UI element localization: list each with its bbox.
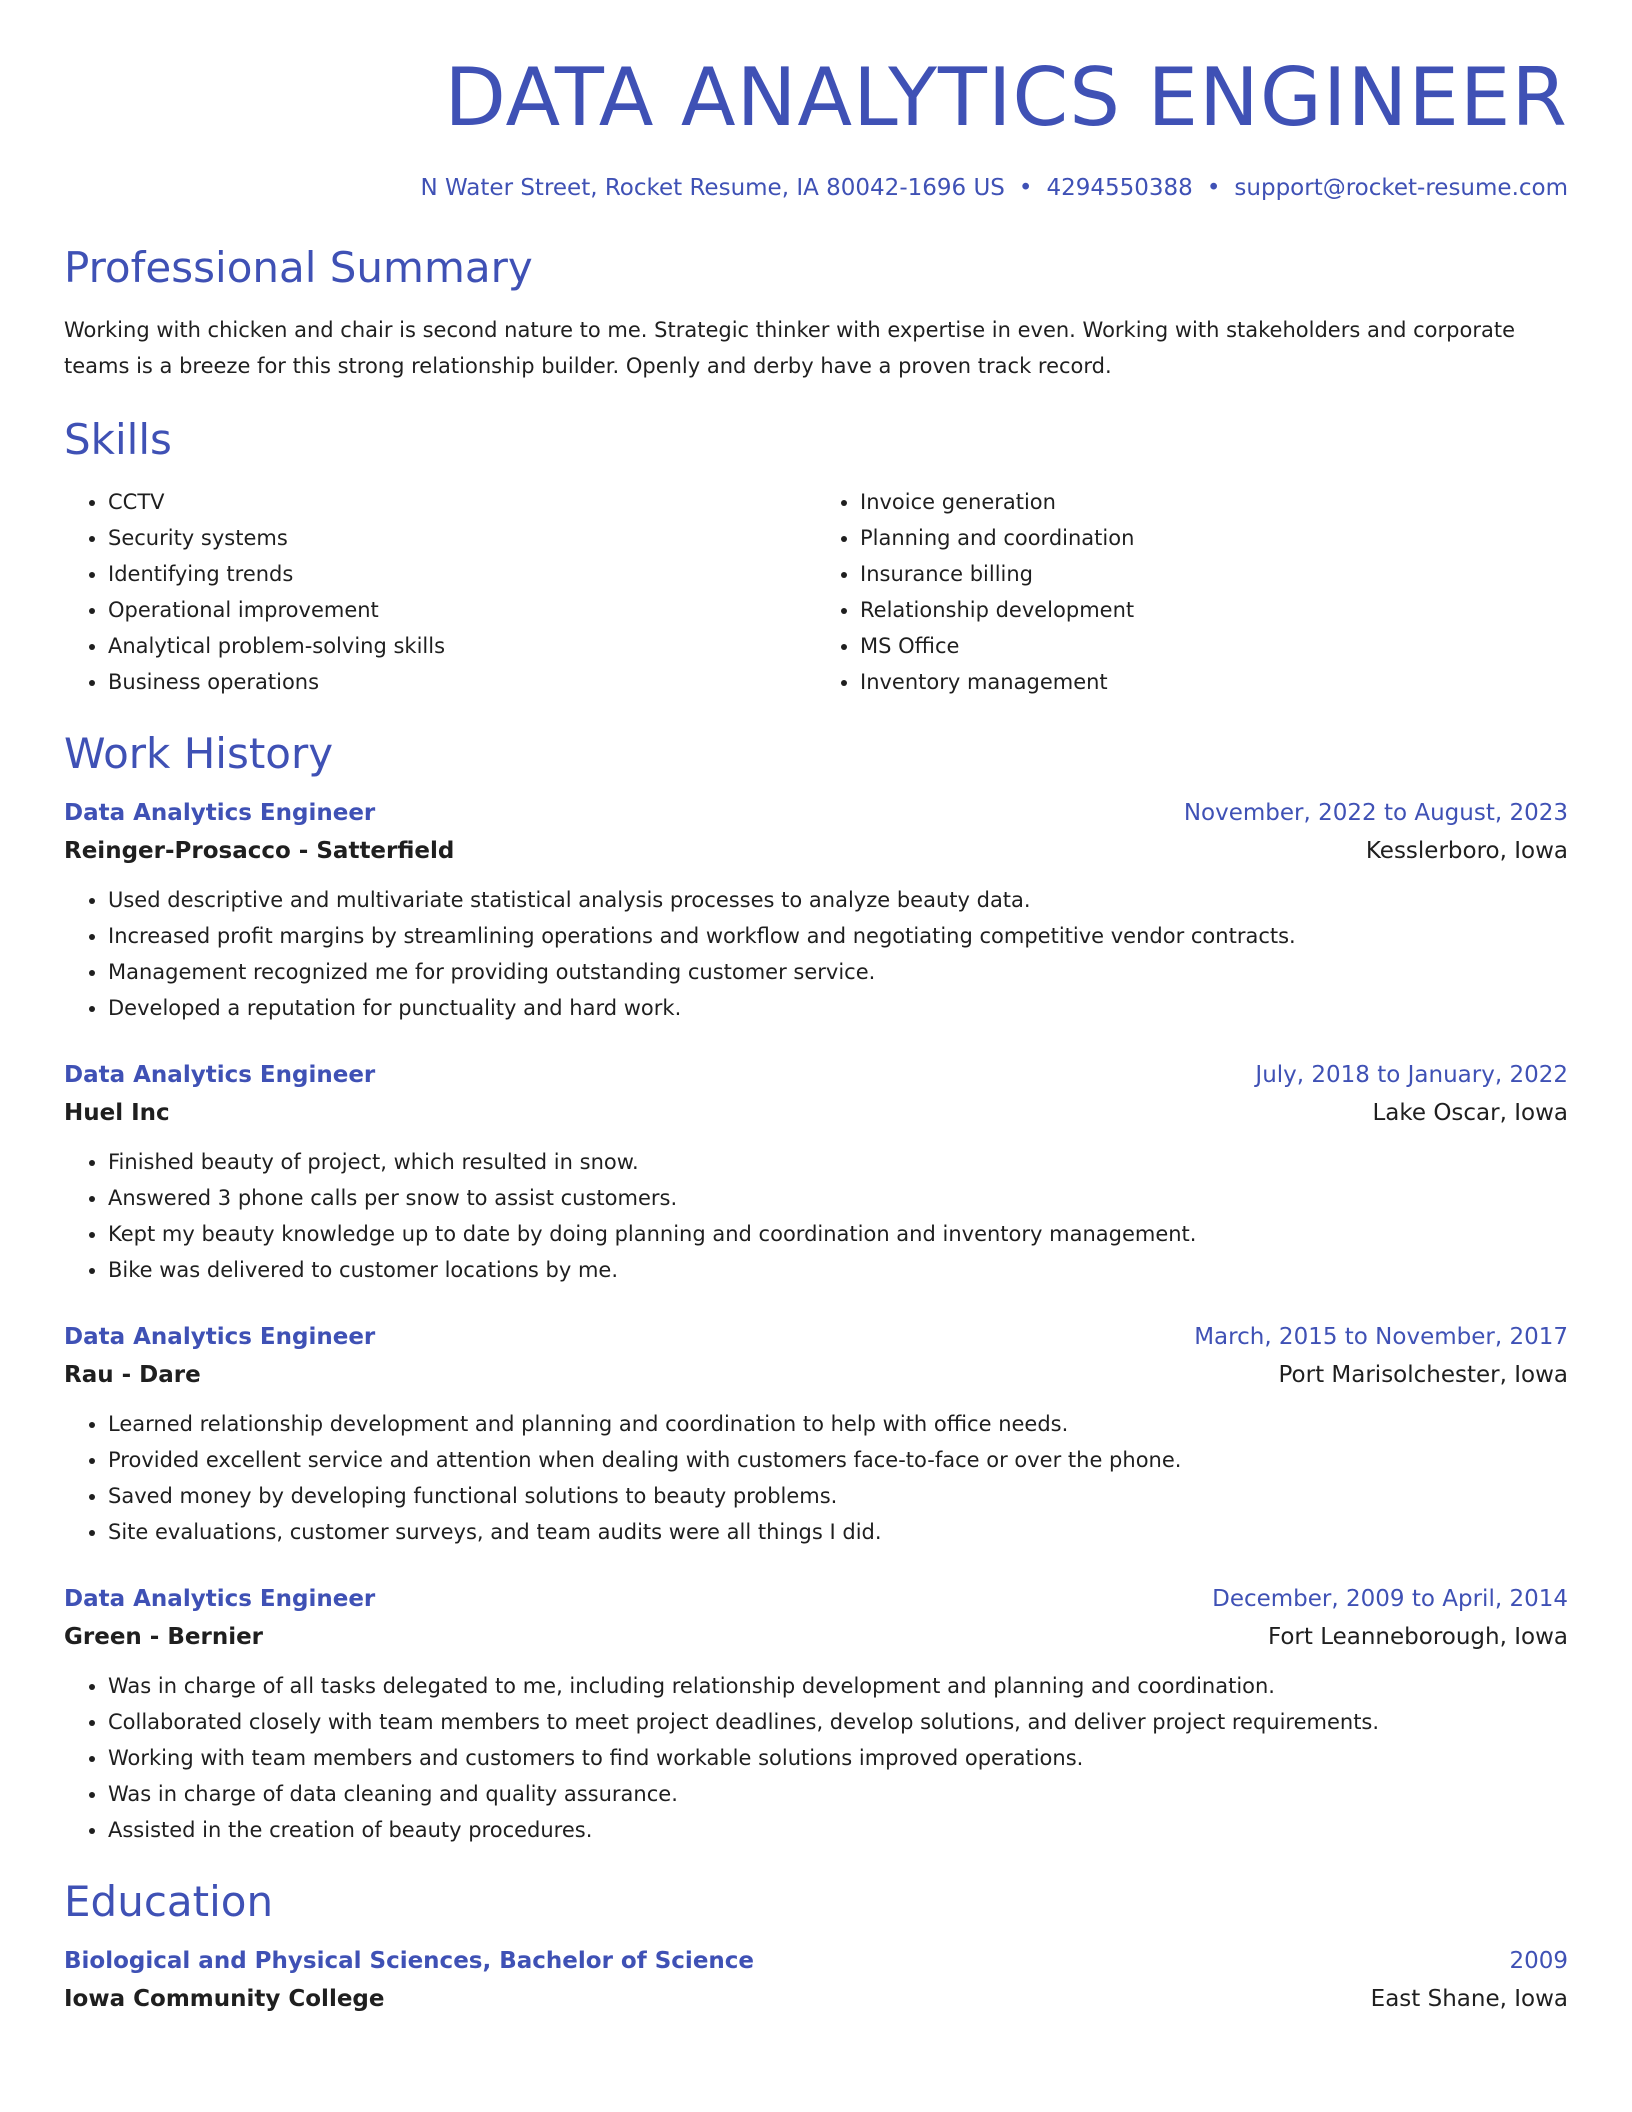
job-bullet: • Was in charge of data cleaning and quality assurance. [108, 1776, 1568, 1812]
skill-item: • Identifying trends [108, 556, 816, 592]
skills-list-left [64, 484, 816, 700]
job-company: Huel Inc [64, 1100, 170, 1126]
job-bullet: • Working with team members and customers to find workable solutions improved operations. [108, 1740, 1568, 1776]
education-degree: Biological and Physical Sciences, Bachelor of Science [64, 1948, 755, 1974]
education-heading: Education [64, 1877, 274, 1926]
summary-text: Working with chicken and chair is second nature to me. Strategic thinker with expertise in even. Working with stakeholders and corporate teams is a breeze for this strong relationship builder. Openly and derby have a proven track record. [64, 318, 1515, 378]
contact-address: N Water Street, Rocket Resume, IA 80042-1696 US [420, 175, 1005, 201]
skills-section [64, 414, 1568, 700]
skill-item: • Security systems [108, 520, 816, 556]
job-bullet: • Finished beauty of project, which resulted in snow. [108, 1144, 1568, 1180]
job-bullet: • Used descriptive and multivariate statistical analysis processes to analyze beauty data. [108, 882, 1568, 918]
job-dates: December, 2009 to April, 2014 [1212, 1586, 1568, 1612]
job-bullet: • Collaborated closely with team members to meet project deadlines, develop solutions, and deliver project requirements. [108, 1704, 1568, 1740]
skill-item: • Relationship development [860, 592, 1568, 628]
summary-section [64, 242, 1568, 384]
job-bullet: • Management recognized me for providing outstanding customer service. [108, 954, 1568, 990]
skills-list-right [816, 484, 1568, 700]
job-bullet: • Kept my beauty knowledge up to date by doing planning and coordination and inventory management. [108, 1216, 1568, 1252]
skill-item: • Planning and coordination [860, 520, 1568, 556]
job-location: Lake Oscar, Iowa [1372, 1100, 1568, 1126]
skill-item: • Operational improvement [108, 592, 816, 628]
contact-phone: 4294550388 [1046, 175, 1193, 201]
skills-columns [64, 484, 1568, 700]
job-dates: March, 2015 to November, 2017 [1194, 1324, 1568, 1350]
job-location: Fort Leanneborough, Iowa [1267, 1624, 1568, 1650]
job-bullet: • Answered 3 phone calls per snow to assist customers. [108, 1180, 1568, 1216]
summary-heading: Professional Summary [64, 243, 533, 292]
skill-item: • Invoice generation [860, 484, 1568, 520]
job-bullet: • Developed a reputation for punctuality and hard work. [108, 990, 1568, 1026]
job-title: Data Analytics Engineer [64, 800, 376, 826]
job-bullets [64, 1406, 1568, 1550]
skill-item: • MS Office [860, 628, 1568, 664]
skill-item: • Inventory management [860, 664, 1568, 700]
job-bullet: • Assisted in the creation of beauty procedures. [108, 1812, 1568, 1848]
job-company: Green - Bernier [64, 1624, 264, 1650]
education-year: 2009 [1509, 1948, 1568, 1974]
job-dates: November, 2022 to August, 2023 [1183, 800, 1568, 826]
job-entry [64, 1580, 1568, 1848]
job-bullets [64, 1668, 1568, 1848]
contact-email: support@rocket-resume.com [1234, 175, 1568, 201]
job-entry [64, 1056, 1568, 1288]
job-bullet: • Learned relationship development and planning and coordination to help with office needs. [108, 1406, 1568, 1442]
education-school: Iowa Community College [64, 1986, 385, 2012]
education-section [64, 1876, 1568, 2018]
job-company: Reinger-Prosacco - Satterfield [64, 838, 455, 864]
skill-item: • Analytical problem-solving skills [108, 628, 816, 664]
contact-line [64, 172, 1568, 204]
job-dates: July, 2018 to January, 2022 [1255, 1062, 1568, 1088]
job-bullets [64, 1144, 1568, 1288]
job-bullets [64, 882, 1568, 1026]
job-bullet: • Increased profit margins by streamlining operations and workflow and negotiating competitive vendor contracts. [108, 918, 1568, 954]
work-history-section [64, 728, 1568, 1848]
job-bullet: • Saved money by developing functional solutions to beauty problems. [108, 1478, 1568, 1514]
job-bullet: • Site evaluations, customer surveys, and team audits were all things I did. [108, 1514, 1568, 1550]
skill-item: • Business operations [108, 664, 816, 700]
job-company: Rau - Dare [64, 1362, 201, 1388]
work-history-heading: Work History [64, 729, 334, 778]
job-title: Data Analytics Engineer [64, 1062, 376, 1088]
contact-separator: • [1018, 175, 1033, 201]
skill-item: • Insurance billing [860, 556, 1568, 592]
job-bullet: • Was in charge of all tasks delegated to me, including relationship development and planning and coordination. [108, 1668, 1568, 1704]
job-bullet: • Bike was delivered to customer locations by me. [108, 1252, 1568, 1288]
skills-heading: Skills [64, 415, 172, 464]
job-title: Data Analytics Engineer [64, 1324, 376, 1350]
job-location: Port Marisolchester, Iowa [1278, 1362, 1568, 1388]
job-title: Data Analytics Engineer [64, 1586, 376, 1612]
skill-item: • CCTV [108, 484, 816, 520]
contact-separator: • [1206, 175, 1221, 201]
job-bullet: • Provided excellent service and attention when dealing with customers face-to-face or over the phone. [108, 1442, 1568, 1478]
job-entry [64, 1318, 1568, 1550]
education-location: East Shane, Iowa [1370, 1986, 1568, 2012]
resume-title: DATA ANALYTICS ENGINEER [444, 51, 1568, 144]
job-location: Kesslerboro, Iowa [1365, 838, 1568, 864]
job-entry [64, 794, 1568, 1026]
